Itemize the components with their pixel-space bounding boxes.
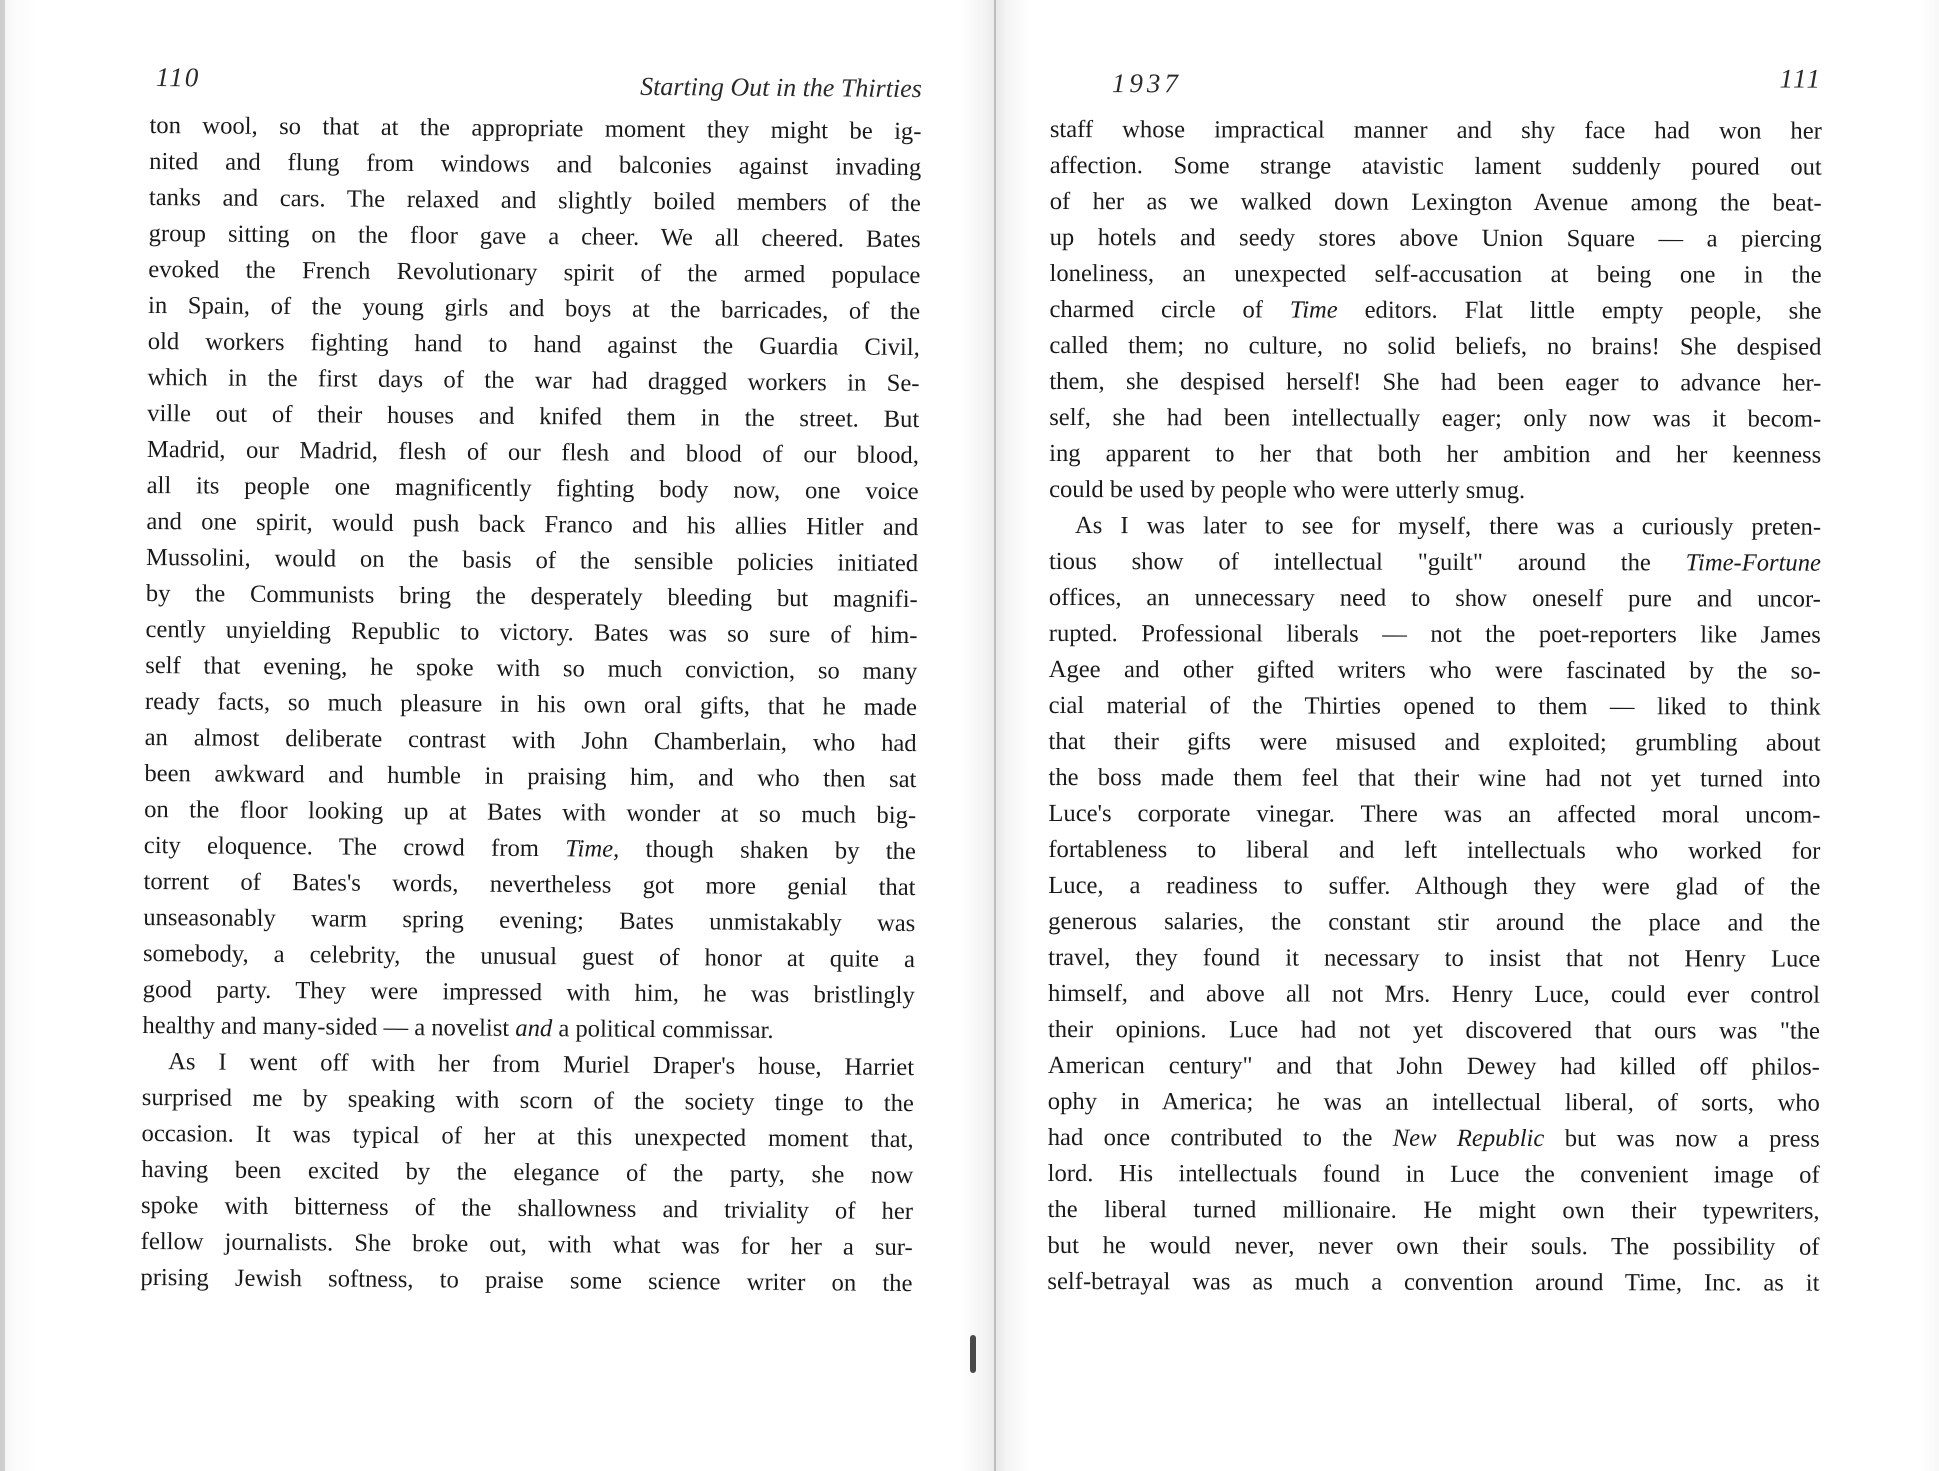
book-gutter [994, 0, 996, 1471]
chapter-year: 1937 [1111, 68, 1182, 99]
italic-run: and [515, 1014, 553, 1043]
text-line [142, 1008, 914, 1050]
text-run: had once contributed to the [1047, 1123, 1393, 1152]
text-run: healthy and many-sided — a novelist [142, 1011, 516, 1042]
text-line: group sitting on the floor gave a cheer. We all cheered. Bates [148, 219, 921, 254]
text-run: editors. Flat little empty people, she [1337, 296, 1822, 325]
text-line: As I was later to see for myself, there was a curiously preten- [1075, 512, 1822, 541]
text-line: up hotels and seedy stores above Union Square — a piercing [1049, 223, 1822, 253]
text-line: Luce's corporate vinegar. There was an affected moral uncom- [1048, 799, 1821, 829]
text-line: surprised me by speaking with scorn of the society tinge to the [141, 1083, 914, 1118]
italic-run: Time, [565, 835, 620, 863]
text-line: ing apparent to her that both her ambition and her keenness [1049, 439, 1822, 469]
page-edge-shadow [0, 0, 5, 1471]
text-line: spoke with bitterness of the shallowness and triviality of her [140, 1191, 914, 1226]
text-run: but was now a press [1544, 1125, 1820, 1153]
text-line: As I went off with her from Muriel Draper's house, Harriet [168, 1048, 915, 1082]
text-run: though shaken by the [619, 835, 916, 866]
binding-mark [970, 1335, 976, 1373]
text-line: torrent of Bates's words, nevertheless got more genial that [143, 867, 916, 902]
text-line: lord. His intellectuals found in Luce the convenient image of [1047, 1159, 1820, 1189]
text-line: all its people one magnificently fighting body now, one voice [146, 471, 919, 506]
left-page [140, 62, 922, 1302]
italic-run: Time-Fortune [1685, 549, 1821, 577]
text-run: a political commissar. [552, 1015, 774, 1044]
text-line: old workers fighting hand to hand against the Guardia Civil, [147, 327, 920, 362]
text-line: self that evening, he spoke with so much conviction, so many [145, 651, 918, 686]
text-line: fellow journalists. She broke out, with what was for her a sur- [140, 1227, 913, 1262]
right-page [1047, 62, 1822, 1302]
text-line: somebody, a celebrity, the unusual guest of honor at quite a [142, 939, 916, 974]
text-line: fortableness to liberal and left intellectuals who worked for [1048, 835, 1821, 865]
text-line: tanks and cars. The relaxed and slightly boiled members of the [148, 183, 922, 218]
text-line: American century" and that John Dewey had killed off philos- [1047, 1051, 1820, 1081]
text-line: which in the first days of the war had dragged workers in Se- [147, 363, 920, 398]
text-line: the boss made them feel that their wine had not yet turned into [1048, 763, 1821, 793]
text-line: on the floor looking up at Bates with wonder at so much big- [144, 795, 917, 830]
text-line: them, she despised herself! She had been eager to advance her- [1049, 367, 1822, 397]
text-line: an almost deliberate contrast with John Chamberlain, who had [144, 723, 917, 758]
right-running-head [1050, 62, 1822, 104]
text-line: cently unyielding Republic to victory. Bates was so sure of him- [145, 615, 918, 650]
text-line: evoked the French Revolutionary spirit of the armed populace [148, 255, 921, 290]
text-line: Luce, a readiness to suffer. Although they were glad of the [1048, 871, 1821, 901]
left-running-head [150, 62, 922, 108]
text-line: occasion. It was typical of her at this unexpected moment that, [141, 1119, 914, 1154]
text-line: having been excited by the elegance of the party, she now [141, 1155, 914, 1190]
text-line: could be used by people who were utterly smug. [1049, 475, 1526, 504]
text-line: generous salaries, the constant stir around the place and the [1048, 907, 1821, 937]
text-line: himself, and above all not Mrs. Henry Luce, could ever control [1048, 979, 1821, 1009]
text-line: in Spain, of the young girls and boys at the barricades, of the [147, 291, 921, 326]
text-line: offices, an unnecessary need to show oneself pure and uncor- [1048, 583, 1821, 613]
text-line: ville out of their houses and knifed them in the street. But [147, 399, 920, 434]
text-line: cial material of the Thirties opened to them — liked to think [1048, 691, 1821, 721]
text-line: but he would never, never own their souls. The possibility of [1047, 1231, 1820, 1261]
text-line: called them; no culture, no solid beliefs, no brains! She despised [1049, 331, 1822, 361]
page-number: 111 [1779, 63, 1822, 94]
text-line: unseasonably warm spring evening; Bates unmistakably was [143, 903, 916, 938]
text-line: travel, they found it necessary to insist that not Henry Luce [1048, 943, 1821, 973]
text-line: by the Communists bring the desperately bleeding but magnifi- [145, 579, 918, 614]
text-line: self-betrayal was as much a convention around Time, Inc. as it [1047, 1267, 1820, 1297]
text-line: Mussolini, would on the basis of the sensible policies initiated [146, 543, 919, 578]
text-line: staff whose impractical manner and shy face had won her [1049, 115, 1822, 145]
text-line: ton wool, so that at the appropriate moment they might be ig- [149, 111, 922, 146]
italic-run: Time [1289, 296, 1338, 324]
running-title: Starting Out in the Thirties [640, 71, 922, 104]
text-line: loneliness, an unexpected self-accusation at being one in the [1049, 259, 1822, 289]
right-page-text [1047, 112, 1821, 1302]
text-line: been awkward and humble in praising him, and who then sat [144, 759, 917, 794]
text-line: ophy in America; he was an intellectual liberal, of sorts, who [1047, 1087, 1820, 1117]
text-line [1049, 292, 1821, 330]
text-line: that their gifts were misused and exploited; grumbling about [1048, 727, 1821, 757]
left-page-text [140, 108, 921, 1302]
text-line: affection. Some strange atavistic lament suddenly poured out [1049, 151, 1822, 181]
text-line: self, she had been intellectually eager; only now was it becom- [1049, 403, 1822, 433]
text-line: and one spirit, would push back Franco and his allies Hitler and [146, 507, 919, 542]
text-line [1048, 1120, 1820, 1158]
text-line: their opinions. Luce had not yet discovered that ours was "the [1047, 1015, 1821, 1045]
text-line: Agee and other gifted writers who were fascinated by the so- [1048, 655, 1821, 685]
page-number: 110 [155, 62, 201, 93]
text-line [1049, 544, 1821, 582]
text-line [144, 828, 916, 870]
text-line: ready facts, so much pleasure in his own oral gifts, that he made [144, 687, 918, 722]
text-run: tious show of intellectual "guilt" around the [1048, 547, 1686, 577]
text-run: city eloquence. The crowd from [143, 831, 566, 863]
text-line: nited and flung from windows and balconies against invading [149, 147, 922, 182]
italic-run: New Republic [1392, 1124, 1545, 1153]
text-line: prising Jewish softness, to praise some science writer on the [140, 1263, 913, 1298]
text-line: Madrid, our Madrid, flesh of our flesh and blood of our blood, [146, 435, 920, 470]
text-line: good party. They were impressed with him, he was bristlingly [142, 975, 915, 1010]
text-run: charmed circle of [1049, 295, 1290, 324]
text-line: rupted. Professional liberals — not the poet-reporters like James [1048, 619, 1821, 649]
text-line: the liberal turned millionaire. He might own their typewriters, [1047, 1195, 1820, 1225]
text-line: of her as we walked down Lexington Avenue among the beat- [1049, 187, 1822, 217]
